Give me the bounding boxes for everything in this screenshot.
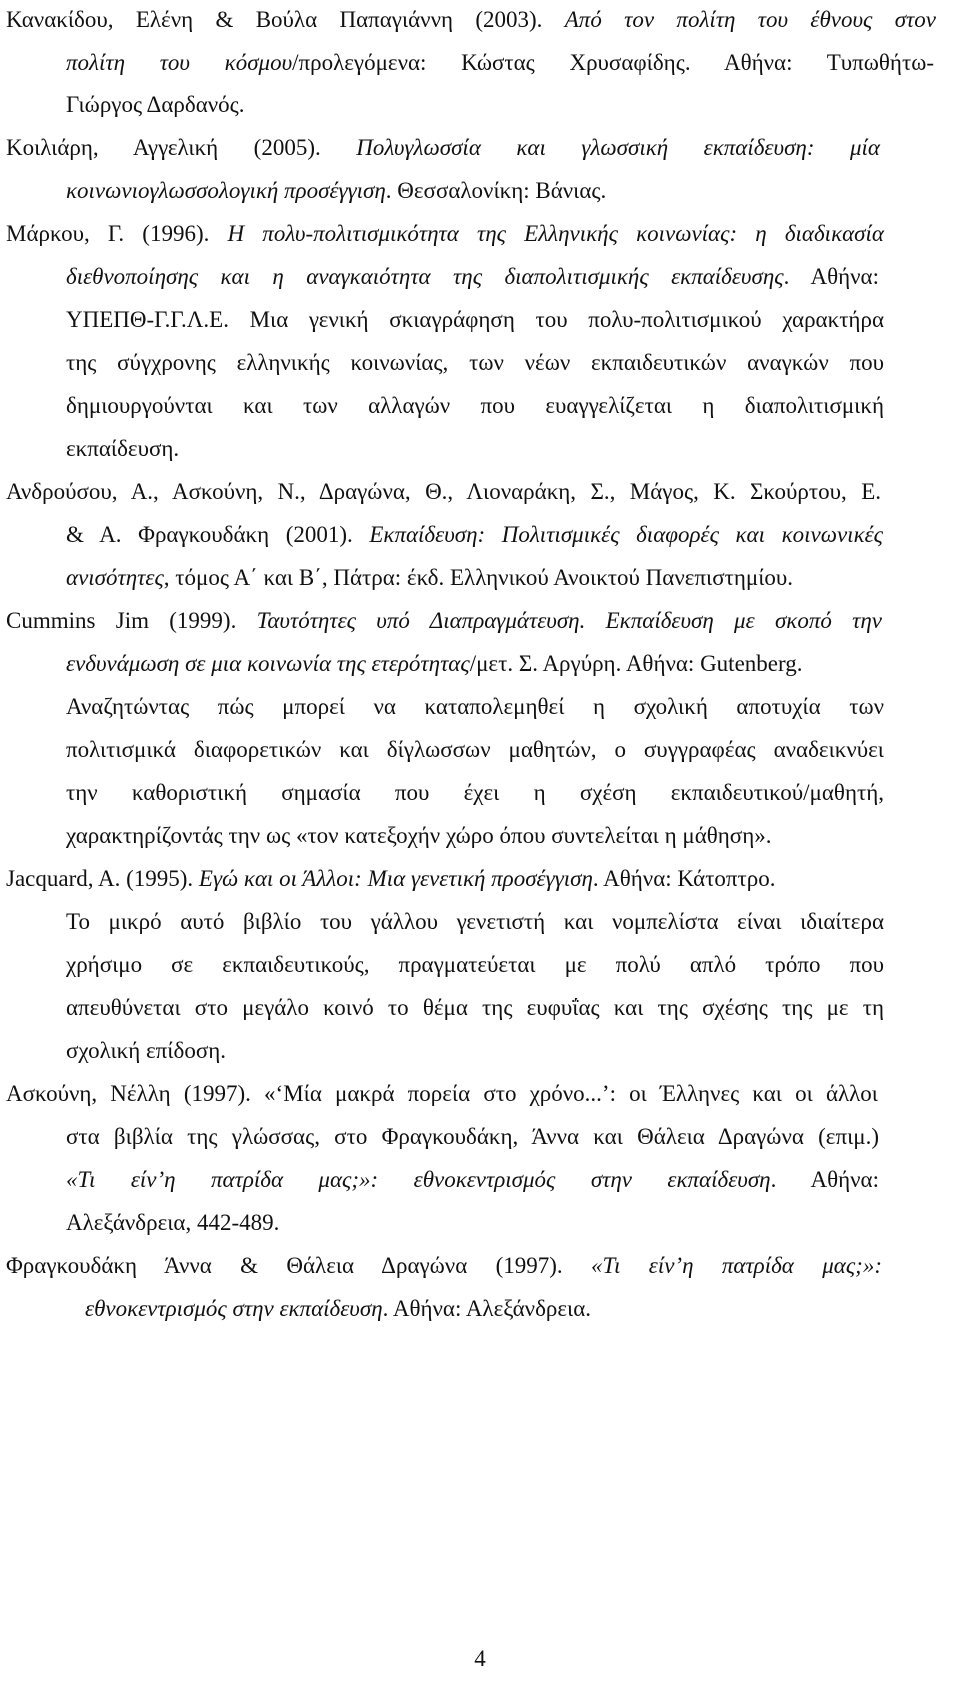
text-run: δημιουργούνται και των αλλαγών που ευαγγελίζεται η διαπολιτισμική <box>66 393 884 418</box>
text-line <box>6 606 882 636</box>
text-run: & Α. Φραγκουδάκη (2001). <box>66 522 370 547</box>
text-run: Κοιλιάρη, Αγγελική (2005). <box>6 135 357 160</box>
text-line <box>66 1208 279 1238</box>
page-number: 4 <box>474 1646 486 1671</box>
italic-text: Ταυτότητες υπό Διαπραγμάτευση. Εκπαίδευση με σκοπό την <box>256 608 883 633</box>
text-run: Ανδρούσου, Α., Ασκούνη, Ν., Δραγώνα, Θ., Λιοναράκη, Σ., Μάγος, Κ. Σκούρτου, Ε. <box>6 479 881 504</box>
text-line <box>66 692 884 722</box>
text-line <box>66 90 245 120</box>
italic-text: εθνοκεντρισμός στην εκπαίδευση <box>85 1296 383 1321</box>
text-line <box>66 262 879 292</box>
text-line <box>66 176 606 206</box>
italic-text: διεθνοποίησης και η αναγκαιότητα της διαπολιτισμικής εκπαίδευσης <box>66 264 784 289</box>
text-line <box>66 520 883 550</box>
italic-text: κοινωνιογλωσσολογική προσέγγιση <box>66 178 386 203</box>
text-run: χαρακτηρίζοντάς την ως «τον κατεξοχήν χώρο όπου συντελείται η μάθηση». <box>66 823 772 848</box>
text-run: Φραγκουδάκη Άννα & Θάλεια Δραγώνα (1997). <box>6 1253 592 1278</box>
text-run: Κανακίδου, Ελένη & Βούλα Παπαγιάννη (2003). <box>6 7 565 32</box>
text-line <box>66 1036 226 1066</box>
text-run: Μάρκου, Γ. (1996). <box>6 221 228 246</box>
text-line <box>6 133 880 163</box>
text-line <box>66 907 884 937</box>
italic-text: ανισότητες <box>66 565 164 590</box>
text-line <box>66 950 884 980</box>
text-line <box>66 821 771 851</box>
text-run: την καθοριστική σημασία που έχει η σχέση εκπαιδευτικού/μαθητή, <box>66 780 884 805</box>
text-run: ΥΠΕΠΘ-Γ.Γ.Λ.Ε. Μια γενική σκιαγράφηση του πολυ-πολιτισμικού χαρακτήρα <box>66 307 884 332</box>
text-line <box>66 649 802 679</box>
text-line <box>85 1294 591 1324</box>
text-run: /μετ. Σ. Αργύρη. Αθήνα: Gutenberg. <box>469 651 803 676</box>
italic-text: Πολυγλωσσία και γλωσσική εκπαίδευση: μία <box>356 135 880 160</box>
text-run: . Αθήνα: <box>770 1167 879 1192</box>
italic-text: ενδυνάμωση σε μια κοινωνία της ετερότητας <box>66 651 470 676</box>
text-run: Ασκούνη, Νέλλη (1997). «‘Μία μακρά πορεία στο χρόνο...’: οι Έλληνες και οι άλλοι <box>6 1081 878 1106</box>
text-line <box>6 1079 878 1109</box>
text-run: Γιώργος Δαρδανός. <box>66 92 245 117</box>
italic-text: Εγώ και οι Άλλοι: Μια γενετική προσέγγιση <box>198 866 593 891</box>
text-run: σχολική επίδοση. <box>66 1038 227 1063</box>
text-line <box>66 305 884 335</box>
text-run: στα βιβλία της γλώσσας, στο Φραγκουδάκη, Άννα και Θάλεια Δραγώνα (επιμ.) <box>66 1124 879 1149</box>
italic-text: Από τον πολίτη του έθνους στον <box>564 7 936 32</box>
text-line <box>66 735 884 765</box>
text-line <box>6 5 936 35</box>
text-run: απευθύνεται στο μεγάλο κοινό το θέμα της ευφυΐας και της σχέσης της με τη <box>66 995 884 1020</box>
text-line <box>66 1122 879 1152</box>
text-run: Jacquard, A. (1995). <box>6 866 199 891</box>
text-line <box>66 391 884 421</box>
text-line <box>66 563 793 593</box>
text-run: της σύγχρονης ελληνικής κοινωνίας, των νέων εκπαιδευτικών αναγκών που <box>66 350 884 375</box>
text-run: Αναζητώντας πώς μπορεί να καταπολεμηθεί η σχολική αποτυχία των <box>66 694 884 719</box>
text-run: . Αθήνα: Κάτοπτρο. <box>592 866 776 891</box>
text-line <box>66 993 884 1023</box>
text-run: Το μικρό αυτό βιβλίο του γάλλου γενετιστή και νομπελίστα είναι ιδιαίτερα <box>66 909 884 934</box>
text-line <box>66 348 884 378</box>
text-run: . Αθήνα: <box>783 264 879 289</box>
text-run: πολιτισμικά διαφορετικών και δίγλωσσων μαθητών, ο συγγραφέας αναδεικνύει <box>66 737 884 762</box>
text-line <box>6 1251 882 1281</box>
italic-text: «Τι είν’η πατρίδα μας;»: <box>591 1253 882 1278</box>
text-line <box>66 48 934 78</box>
text-run: . Αθήνα: Αλεξάνδρεια. <box>382 1296 592 1321</box>
text-line <box>6 864 776 894</box>
text-line <box>6 477 881 507</box>
text-line <box>66 1165 879 1195</box>
italic-text: «Τι είν’η πατρίδα μας;»: εθνοκεντρισμός στην εκπαίδευση <box>66 1167 771 1192</box>
text-line <box>6 219 884 249</box>
text-run: . Θεσσαλονίκη: Βάνιας. <box>385 178 607 203</box>
text-run: εκπαίδευση. <box>66 436 180 461</box>
italic-text: πολίτη του κόσμου <box>66 50 293 75</box>
text-run: Cummins Jim (1999). <box>6 608 257 633</box>
text-run: /προλεγόμενα: Κώστας Χρυσαφίδης. Αθήνα: Τυπωθήτω- <box>292 50 934 75</box>
italic-text: Εκπαίδευση: Πολιτισμικές διαφορές και κοινωνικές <box>369 522 884 547</box>
italic-text: Η πολυ-πολιτισμικότητα της Ελληνικής κοινωνίας: η διαδικασία <box>227 221 884 246</box>
text-line <box>66 778 884 808</box>
text-run: Αλεξάνδρεια, 442-489. <box>66 1210 280 1235</box>
text-line <box>66 434 179 464</box>
text-run: , τόμος Α΄ και Β΄, Πάτρα: έκδ. Ελληνικού Ανοικτού Πανεπιστημίου. <box>163 565 794 590</box>
text-run: χρήσιμο σε εκπαιδευτικούς, πραγματεύεται με πολύ απλό τρόπο που <box>66 952 884 977</box>
